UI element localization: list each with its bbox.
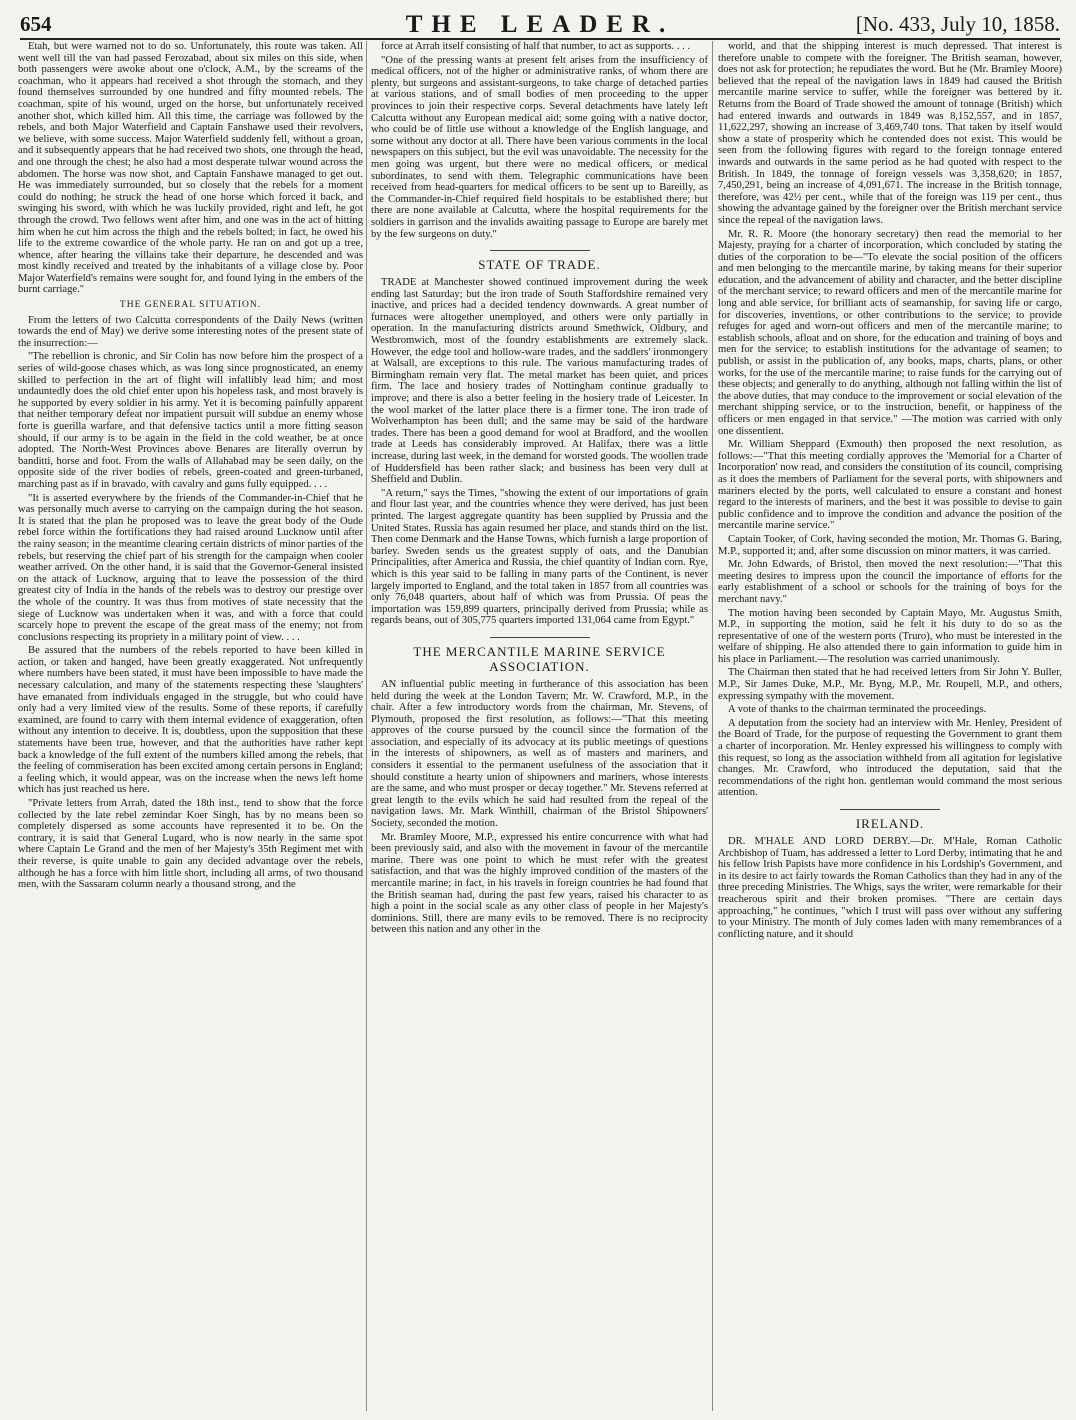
paragraph: TRADE at Manchester showed continued improvement during the week ending last Saturday; but the iron trade of South Staffordshire remained very inactive, and prices had a decided tendency downwards. A great number of furnaces were altogether unemployed, and others were only partially in operation. In the manufacturing districts around Smethwick, Oldbury, and Westbromwich, most of the foundry establishments are extremely slack. However, the edge tool and hollow-ware trades, and the saddlers' ironmongery at Walsall, are exceptions to this rule. The various manufacturing trades of Birmingham remain very flat. The metal market has been quiet, and prices firm. The lace and hosiery trades of Nottingham continue gradually to improve; and there is also a better feeling in the hosiery trade of Leicester. In the wool market of the latter place there is a firmer tone. The iron trade of Wolverhampton has been dull; and the same may be said of the hardware trades. There has been a good demand for wool at Bradford, and the woollen trade at Leeds has considerably improved. At Halifax, there was a little increase, during last week, in the demand for worsted goods. The woollen trade of Huddersfield has been rather slack; and business has been very dull at Sheffield and Dublin. <box>371 277 708 486</box>
paragraph: A vote of thanks to the chairman terminated the proceedings. <box>728 704 987 716</box>
paragraph: "Private letters from Arrah, dated the 18th inst., tend to show that the force collected by the late rebel zemindar Koer Singh, has by no means been so completely dispersed as some accounts have represented it to be. On the contrary, it is said that General Lugard, who is now nearly in the same spot where Captain Le Grand and the men of her Majesty's 35th Regiment met with their reverse, is quite unable to gain any decided advantage over the rebels, although he has a force with him little short, including all arms, of two thousand men, with the Sassaram column nearly a thousand strong, and the <box>18 798 363 891</box>
paragraph: Mr. Bramley Moore, M.P., expressed his entire concurrence with what had been previously said, and also with the movement in favour of the mercantile marine. There was one point to which he must refer with the greatest satisfaction, and that was the highly improved condition of the masters of the mercantile marine; in fact, in his travels in foreign countries he had found that the British seaman had, during the past few years, raised his character to as high a point in the social scale as any other class of people in her Majesty's dominions. Still, there are many evils to be removed. There is no reciprocity between this nation and any other in the <box>371 831 708 936</box>
page-number: 654 <box>20 12 52 36</box>
column-2 <box>366 41 708 1411</box>
section-divider <box>490 250 590 251</box>
heading-ireland: IRELAND. <box>855 816 925 831</box>
paragraph: "One of the pressing wants at present felt arises from the insufficiency of medical officers, not of the higher or administrative ranks, of whom there are plenty, but surgeons and assistant-surgeons, to take charge of detached parties at various stations, and of small bodies of men proceeding to the upper provinces to join their respective corps. Several detachments have lately left Calcutta without any European medical aid; some going with a native doctor, who could be of little use without a knowledge of the English language, and some without any doctor at all. There have been various comments in the local newspapers on this subject, but the evil was unavoidable. The necessity for the men going was urgent, but there were no medical officers, or medical subordinates, to send with them. Telegraphic communications have been received from head-quarters for medical officers to be sent up to Bareilly, as the Commander-in-Chief required field hospitals to be established there; but there are none available at Calcutta, where the hospital requirements for the soldiers in garrison and the invalids awaiting passage to Europe are barely met by the few surgeons on duty." <box>371 54 708 240</box>
heading-mercantile-marine: THE MERCANTILE MARINE SERVICE ASSOCIATION. <box>413 643 666 674</box>
section-divider <box>840 809 940 810</box>
paragraph: The Chairman then stated that he had received letters from Sir John Y. Buller, M.P., Sir James Duke, M.P., Mr. Byng, M.P., Mr. Roupell, M.P., and others, expressing sympathy with the movement. <box>718 667 1062 702</box>
masthead <box>20 12 1060 40</box>
column-1 <box>18 41 363 1411</box>
paragraph: Be assured that the numbers of the rebels reported to have been killed in action, or taken and hanged, have been greatly exaggerated. Not unfrequently where numbers have been stated, it must have been impossible to have made the necessary calculation, and many of the statements respecting these 'slaughters' have emanated from individuals engaged in the struggle, but who could have only had a very limited view of the results. Some of these reports, if carefully examined, are found to carry with them internal evidence of exaggeration, often without any intention to deceive. It is, doubtless, upon the supposition that these statements have been true, however, and that the authorities have rather kept back a knowledge of the full extent of the numbers killed among the rebels, that the feeling of commiseration has been excited among certain persons in England; a feeling which, it would appear, was on the increase when the news left home which has just reached us here. <box>18 645 363 796</box>
paragraph: DR. M'HALE AND LORD DERBY.—Dr. M'Hale, Roman Catholic Archbishop of Tuam, has addressed a letter to Lord Derby, intimating that he and his fellow Irish Papists have more confidence in his Lordship's Government, and in its desire to act fairly towards the Roman Catholics than they had in any of the three preceding Ministries. The Whigs, says the writer, were remarkable for their treacherous spirit and their broken promises. "There are certain days approaching," he continues, "which I trust will pass over without any suffering to your Ministry. The month of July comes laden with many remembrances of a conflicting nature, and it should <box>718 836 1062 940</box>
paragraph: "A return," says the Times, "showing the extent of our importations of grain and flour last year, and the countries whence they were derived, has just been printed. The largest aggregate quantity has been supplied by Prussia and the United States. Russia has again resumed her place, and stands third on the list. Then come Denmark and the Hanse Towns, which furnish a large proportion of barley. Sweden sends us the greatest supply of oats, and the Danubian Principalities, after America and Russia, the chief quantity of Indian corn. Rye, which is this year said to be falling in many parts of the Continent, is never largely imported to England, and the total taken in 1857 from all countries was only 76,048 quarters, about half of which was from Prussia. Of peas the importation was 159,899 quarters, principally derived from Prussia; while as regards beans, out of 305,775 quarters imported 131,064 came from Egypt." <box>371 487 708 627</box>
heading-state-of-trade: STATE OF TRADE. <box>478 257 601 273</box>
paragraph: world, and that the shipping interest is much depressed. That interest is therefore unable to compete with the foreigner. The British seaman, however, does not ask for protection; he repudiates the word. But he (Mr. Bramley Moore) believed that the repeal of the navigation laws in 1849 had caused the British mercantile marine service to suffer, while the foreigner was bettered by it. Returns from the Board of Trade showed the amount of tonnage (British) which had entered inwards and outwards in 1849 was 8,152,557, and in 1857, 11,622,297, showing an increase of 3,469,740 tons. That taken by itself would show a state of prosperity which he contended does not exist. This would be seen from the following figures with regard to the foreign tonnage entered inwards and outwards in the same period as he had quoted with respect to the British. In 1849, the tonnage of foreign vessels was 3,358,620; in 1857, 7,450,291, being an increase of 4,091,671. The increase in the British tonnage, therefore, was 42½ per cent., while that of the foreign was 119 per cent., thus showing the advantage gained by the foreigner over the British merchant service since the repeal of the navigation laws. <box>718 41 1062 226</box>
paragraph: Captain Tooker, of Cork, having seconded the motion, Mr. Thomas G. Baring, M.P., supported it; and, after some discussion on minor matters, it was carried. <box>718 533 1062 557</box>
paragraph: "It is asserted everywhere by the friends of the Commander-in-Chief that he was personally much averse to carrying on the campaign during the hot season. It is stated that the plan he proposed was to leave the great body of the Oude rebel force within the fortifications they had raised around Lucknow until after the rainy season; in the meantime clearing certain districts of minor parties of the rebels, but reserving the chief part of his strength for the campaign when cooler weather arrived. On the other hand, it is said that the Governor-General insisted on the attack of Lucknow, arguing that to leave the possession of the third greatest city of India in the hands of the rebels was to destroy our prestige over the whole of the country. It was thus from motives of state necessity that the siege of Lucknow was undertaken when it was, and with a force that could scarcely hope to prevent the escape of the great mass of the enemy; not from conclusions respecting its propriety in a military point of view. . . . <box>18 492 363 643</box>
paragraph: force at Arrah itself consisting of half that number, to act as supports. . . . <box>381 41 691 52</box>
paragraph: Mr. William Sheppard (Exmouth) then proposed the next resolution, as follows:—"That this meeting cordially approves the 'Memorial for a Charter of Incorporation' now read, and considers the constitution of its council, comprising as it does the members of Parliament for the several ports, with shipowners and mariners elected by the ports, well calculated to ensure a constant and honest regard to the interests of mariners, and the best it was possible to devise to gain public confidence and to improve the condition and advance the position of the mercantile marine service." <box>718 439 1062 532</box>
paragraph: From the letters of two Calcutta correspondents of the Daily News (written towards the end of May) we derive some interesting notes of the present state of the insurrection:— <box>18 314 363 349</box>
paragraph: The motion having been seconded by Captain Mayo, Mr. Augustus Smith, M.P., in supporting the motion, said he felt it his duty to do so as the representative of one of the western ports (Truro), who must be interested in the welfare of shipping. He also attended there to gain information to guide him in his place in Parliament.—The resolution was carried unanimously. <box>718 607 1062 665</box>
column-3 <box>712 41 1062 1411</box>
issue-info: [No. 433, July 10, 1858. <box>855 12 1060 36</box>
paragraph: Etah, but were warned not to do so. Unfortunately, this route was taken. All went well till the van had passed Ferozabad, about six miles on this side, when both passengers were awoke about one o'clock, A.M., by the screams of the coachman, who it appears had received a shot through the stomach, and they found themselves surrounded by one hundred and fifty mounted rebels. The coachman, spite of his wound, urged on the horse, but unfortunately received another shot, which killed him. All this time, the carriage was followed by the rebels, and both Major Waterfield and Captain Fanshawe used their revolvers, we believe, with some success. Major Waterfield suddenly fell, without a groan, and it subsequently appears that he had received two shots, one through the head, and one through the chest; he also had a most desperate tulwar wound across the abdomen. The horse was now shot, and Captain Fanshawe managed to get out. He was immediately surrounded, but so closely that the rebels for a moment could do nothing; he struck the head of one horse which forced it back, and swinging his sword, with which he was luckily provided, right and left, he got through the crowd. Two fellows went after him, and one was in the act of hitting him when he cut him across the thigh and the rebels bolted; in fact, he owed his life to the extreme cowardice of the whole party. He ran on and got up a tree, whence, after hearing the villains take their departure, he descended and was most kindly received and treated by the inhabitants of a village close by. Poor Major Waterfield's remains were sought for, and found lying in the embers of the burnt carriage." <box>18 41 363 296</box>
paragraph: Mr. John Edwards, of Bristol, then moved the next resolution:—"That this meeting desires to impress upon the council the importance of efforts for the early establishment of a school or schools for the training of boys for the merchant navy." <box>718 559 1062 605</box>
newspaper-title: THE LEADER. <box>405 11 675 38</box>
paragraph: "The rebellion is chronic, and Sir Colin has now before him the prospect of a series of wild-goose chases which, as was long since prognosticated, an enemy skilled to perfection in the art of flight will infallibly lead him; and most undauntedly does the old chief enter upon his hopeless task, and most bravely is he supported by every soldier in his army. Yet it is becoming painfully apparent that neither temporary defeat nor impatient pursuit will subdue an enemy whose forte is guerilla warfare, and that defensive tactics until a more fitting season should, if our army is to be again in the field in the cold weather, be at once adopted. The North-West Provinces above Benares are literally overrun by banditti, horse and foot. From the walls of Allahabad may be seen daily, on the opposite side of the river bodies of rebels, green-coated and green-turbaned, marching past as if in bravado, with cavalry and guns fully equipped. . . . <box>18 351 363 490</box>
paragraph: A deputation from the society had an interview with Mr. Henley, President of the Board of Trade, for the purpose of requesting the Government to grant them a charter of incorporation. Mr. Henley expressed his willingness to comply with this request, so long as the association withheld from all agitation for legislative changes. Mr. Crawford, who introduced the deputation, said that the recommendations of the right hon. gentleman would command the most serious attention. <box>718 717 1062 799</box>
subheading-general-situation: THE GENERAL SITUATION. <box>119 300 262 311</box>
paragraph: AN influential public meeting in furtherance of this association has been held during the week at the London Tavern; Mr. W. Crawford, M.P., in the chair. After a few introductory words from the chairman, Mr. Stevens, of Plymouth, proposed the first resolution, as follows:—"That this meeting approves of the course pursued by the council since the formation of the association, and especially of its advocacy at its public meetings of questions in the interests of shipowners, as well as of masters and mariners, and considers it essential to the permanent usefulness of the association that it should constitute a hearty union of shipowners and mariners, whose interests are the same, and who must prosper or decay together." Mr. Stevens referred at great length to the evils which he said had resulted from the repeal of the navigation laws. Mr. Mark Winthill, chairman of the Bristol Shipowners' Society, seconded the motion. <box>371 678 708 830</box>
section-divider <box>490 637 590 638</box>
paragraph: Mr. R. R. Moore (the honorary secretary) then read the memorial to her Majesty, praying for a charter of incorporation, which concluded by stating the duties of the corporation to be—"To elevate the social position of the officers and men belonging to the mercantile marine, by taking means for their superior education, and the advancement of ability and character, and the better discipline of the merchant service; to reward officers and men of the mercantile marine for long and able service, for brilliant acts of seamanship, for saving life or cargo, for discoveries, inventions, or other contributions to the service; to provide refuges for aged and worn-out officers and men of the mercantile marine; to establish schools, afloat and on shore, for the education and training of boys and men for the service; to establish institutions for the advantage of seamen; to publish, or assist in the publication of, any books, maps, charts, plans, or other works, for the use of the mercantile marine; to raise funds for the carrying out of these objects; and generally to do anything, although not falling within the list of the above duties, that may conduce to the improvement or social elevation of the merchant shipping service, or to the instruction, benefit, or happiness of the officers or men engaged in that service." —The motion was carried with only one dissentient. <box>718 228 1062 437</box>
